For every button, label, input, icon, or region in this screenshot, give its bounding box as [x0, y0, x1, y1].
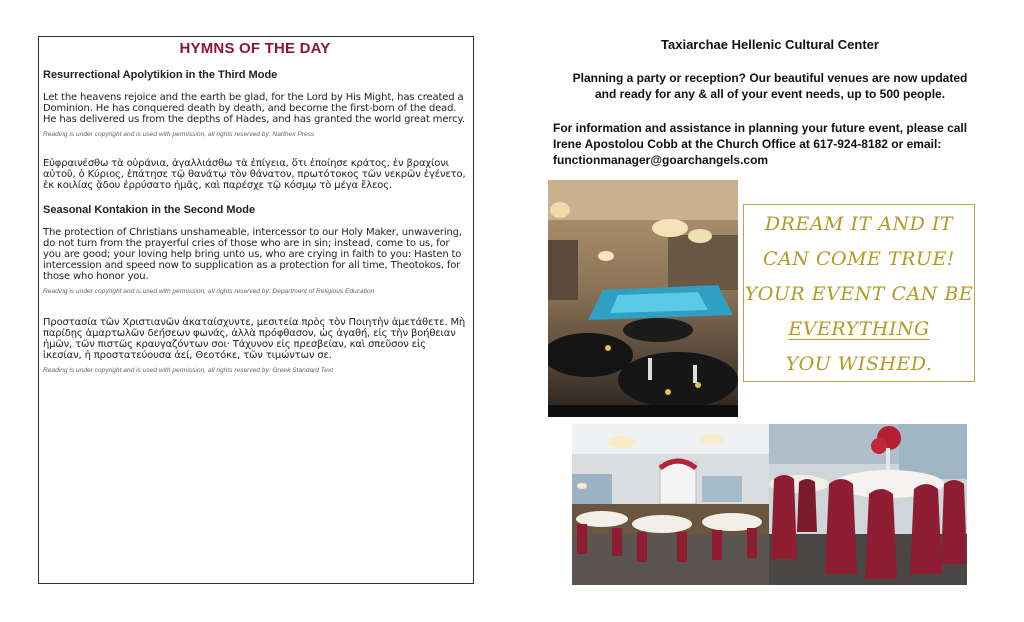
dream-line-4: EVERYTHING — [788, 318, 930, 340]
venue-intro-line-1: Planning a party or reception? Our beautiful venues are now updated — [572, 71, 968, 85]
apolytikion-greek: Εὐφραινέσθω τὰ οὐράνια, ἀγαλλιάσθω τὰ ἐπίγεια, ὅτι ἐποίησε κράτος, ἐν βραχίονι αὐτοῦ, ὁ Κύριος, ἐπάτησε τῷ θανάτῳ τὸν θάνατον, πρωτότοκος τῶν νεκρῶν ἐγένετο, ἐκ κοιλίας ᾅδου ἐρρύσατο ἡμᾶς, καὶ παρέσχε τῷ κόσμῳ τὸ μέγα ἔλεος. — [43, 158, 466, 191]
ballroom-dancefloor-photo — [548, 180, 738, 417]
venue-intro-line-2: and ready for any & all of your event needs, up to 500 people. — [594, 87, 946, 101]
kontakion-greek-copyright-note: Reading is under copyright and is used with permission, all rights reserved by: Greek Standard Text — [43, 367, 334, 374]
dream-line-1: DREAM IT AND IT — [764, 213, 954, 235]
hymns-title: HYMNS OF THE DAY — [179, 40, 331, 57]
red-chairs-photo — [769, 424, 967, 585]
venue-info-line-2: Irene Apostolou Cobb at the Church Office at 617-924-8182 or email: — [553, 137, 942, 151]
kontakion-heading: Seasonal Kontakion in the Second Mode — [43, 204, 256, 216]
apolytikion-copyright-note: Reading is under copyright and is used with permission, all rights reserved by: Narthex Press — [43, 131, 315, 138]
venue-intro — [520, 70, 1020, 102]
apolytikion-english: Let the heavens rejoice and the earth be glad, for the Lord by His Might, has created a Dominion. He has conquered death by death, and become the first-born of the dead. He has delivered us from the depths of Hades, and has granted the world great mercy. — [43, 92, 465, 125]
venue-title: Taxiarchae Hellenic Cultural Center — [661, 37, 879, 52]
kontakion-copyright-note: Reading is under copyright and is used with permission, all rights reserved by: Department of Religious Education — [43, 288, 375, 295]
kontakion-english: The protection of Christians unshameable, intercessor to our Holy Maker, unwavering, do not turn from the prayerful cries of those who are in sin; instead, come to us, for you are good; your loving help bring unto us, who are crying in faith to you: Hasten to intercession and speed now to supplication as a protection for all time, Theotokos, for those who honor you. — [43, 227, 462, 282]
venue-info-line-1: For information and assistance in planning your future event, please call — [553, 121, 968, 135]
kontakion-greek: Προστασία τῶν Χριστιανῶν ἀκαταίσχυντε, μεσιτεία πρὸς τὸν Ποιητὴν ἀμετάθετε. Μὴ παρίδῃς ἁμαρτωλῶν δεήσεων φωνάς, ἀλλὰ πρόφθασον, ὡς ἀγαθή, εἰς τὴν βοήθειαν ἡμῶν, τῶν πιστῶς κραυγαζόντων σοι· Τάχυνον εἰς πρεσβείαν, καὶ σπεῦσον εἰς ἱκεσίαν, ἡ προστατεύουσα ἀεί, Θεοτόκε, τῶν τιμώντων σε. — [43, 317, 466, 361]
apolytikion-heading: Resurrectional Apolytikion in the Third Mode — [43, 69, 278, 81]
dream-line-3: YOUR EVENT CAN BE — [744, 283, 974, 305]
dream-slogan-box — [743, 204, 975, 382]
hymns-panel — [38, 36, 474, 584]
reception-hall-photo — [572, 424, 769, 585]
venue-email: functionmanager@goarchangels.com — [553, 153, 769, 167]
venue-contact-info — [553, 120, 1023, 168]
dream-line-5: YOU WISHED. — [785, 353, 933, 375]
dream-line-2: CAN COME TRUE! — [763, 248, 955, 270]
